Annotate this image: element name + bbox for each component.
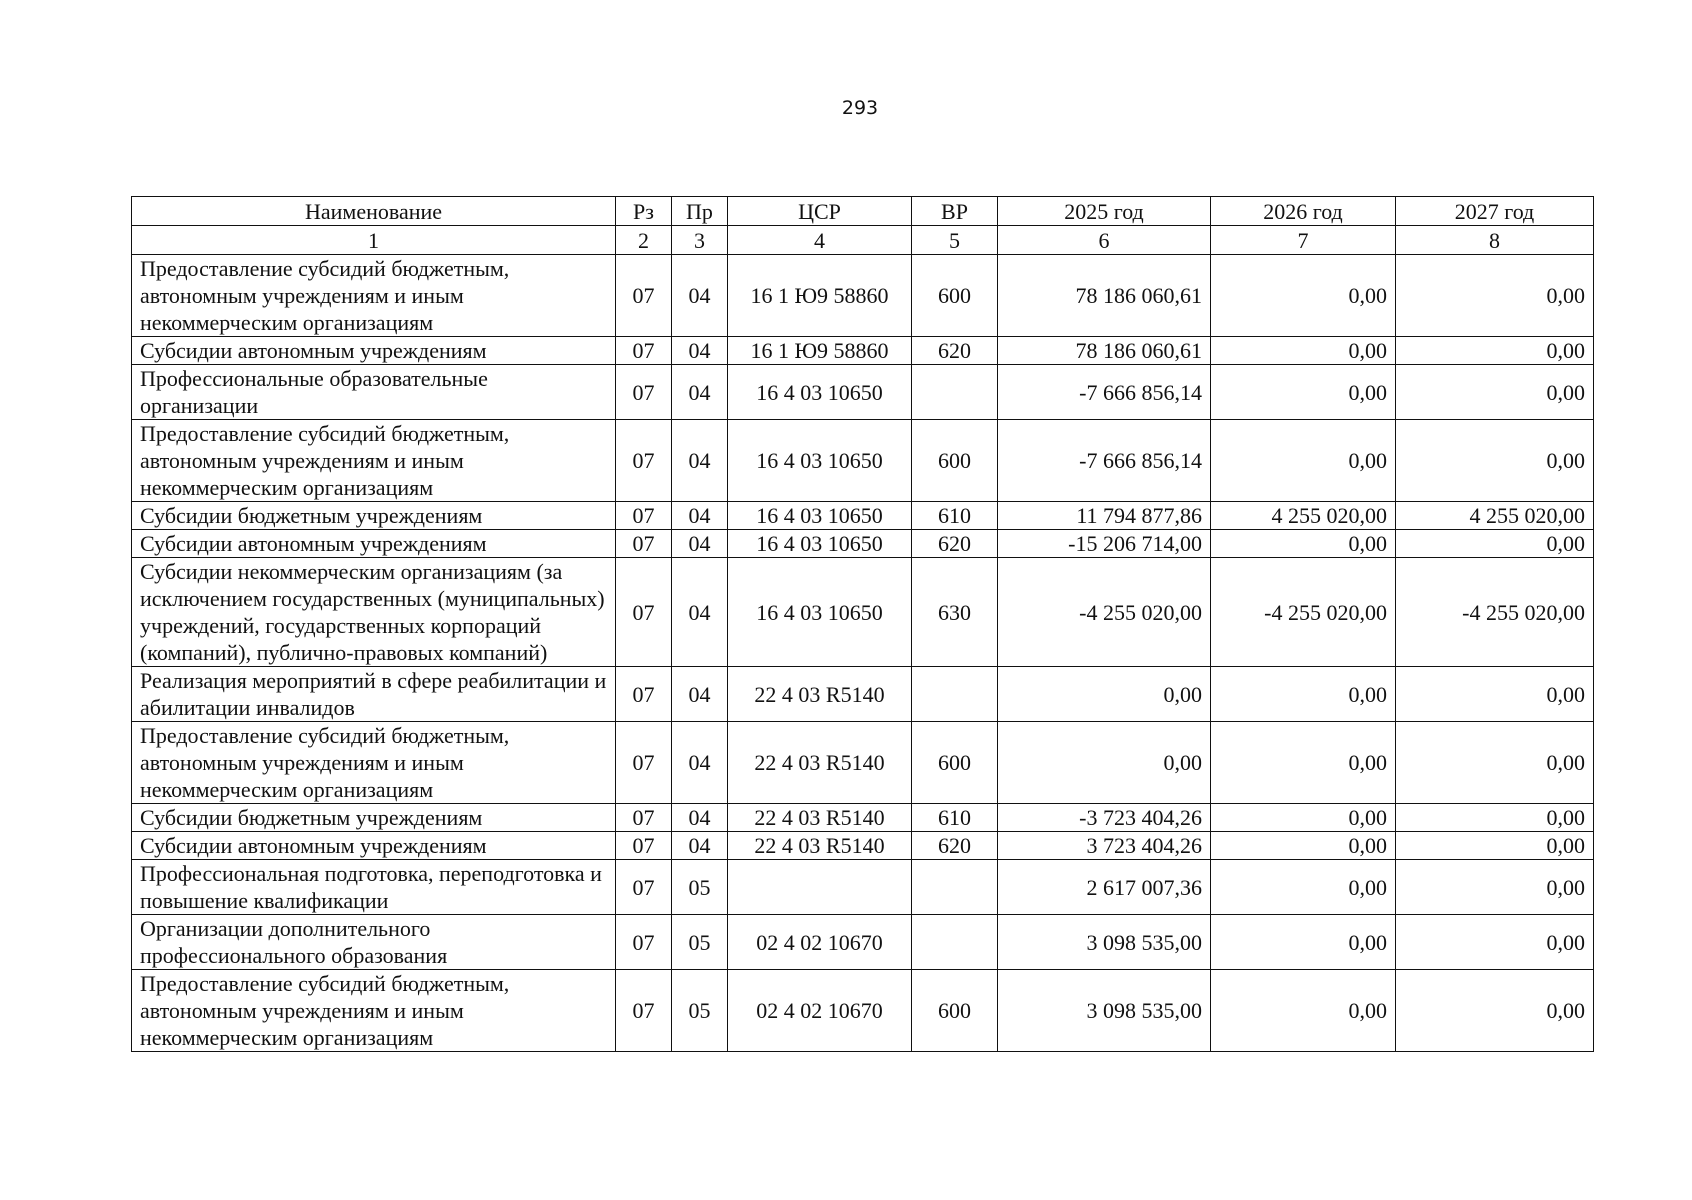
cell-pr: 05 (672, 915, 728, 970)
table-row (132, 915, 1594, 970)
cell-2027: 0,00 (1396, 804, 1594, 832)
header-vr: ВР (912, 197, 998, 226)
cell-2026: 0,00 (1211, 255, 1396, 337)
cell-2027: 0,00 (1396, 722, 1594, 804)
cell-csr (728, 860, 912, 915)
column-number-row (132, 226, 1594, 255)
cell-vr (912, 915, 998, 970)
cell-2026: -4 255 020,00 (1211, 558, 1396, 667)
cell-2026: 0,00 (1211, 365, 1396, 420)
budget-table (131, 196, 1594, 1052)
cell-vr (912, 365, 998, 420)
cell-2026: 0,00 (1211, 915, 1396, 970)
cell-rz: 07 (616, 667, 672, 722)
cell-2025: 3 723 404,26 (998, 832, 1211, 860)
cell-2026: 0,00 (1211, 970, 1396, 1052)
cell-2026: 0,00 (1211, 420, 1396, 502)
cell-vr: 600 (912, 420, 998, 502)
column-number: 4 (728, 226, 912, 255)
table-row (132, 530, 1594, 558)
header-rz: Рз (616, 197, 672, 226)
cell-2025: -7 666 856,14 (998, 365, 1211, 420)
cell-name: Предоставление субсидий бюджетным, автономным учреждениям и иным некоммерческим организациям (132, 722, 616, 804)
cell-csr: 16 4 03 10650 (728, 502, 912, 530)
cell-pr: 04 (672, 804, 728, 832)
cell-2027: 0,00 (1396, 970, 1594, 1052)
cell-rz: 07 (616, 255, 672, 337)
cell-vr: 610 (912, 502, 998, 530)
cell-vr: 620 (912, 530, 998, 558)
cell-2026: 0,00 (1211, 337, 1396, 365)
cell-rz: 07 (616, 558, 672, 667)
cell-vr (912, 860, 998, 915)
table-row (132, 804, 1594, 832)
cell-2027: 4 255 020,00 (1396, 502, 1594, 530)
cell-pr: 05 (672, 970, 728, 1052)
cell-vr: 600 (912, 970, 998, 1052)
cell-pr: 04 (672, 667, 728, 722)
table-row (132, 337, 1594, 365)
table-row (132, 365, 1594, 420)
cell-rz: 07 (616, 915, 672, 970)
column-number: 3 (672, 226, 728, 255)
cell-2027: 0,00 (1396, 915, 1594, 970)
cell-2026: 0,00 (1211, 860, 1396, 915)
cell-vr: 600 (912, 722, 998, 804)
cell-2026: 4 255 020,00 (1211, 502, 1396, 530)
cell-rz: 07 (616, 860, 672, 915)
cell-csr: 22 4 03 R5140 (728, 722, 912, 804)
table-row (132, 832, 1594, 860)
cell-2025: -7 666 856,14 (998, 420, 1211, 502)
cell-pr: 04 (672, 365, 728, 420)
cell-2025: -4 255 020,00 (998, 558, 1211, 667)
cell-rz: 07 (616, 970, 672, 1052)
cell-2026: 0,00 (1211, 722, 1396, 804)
cell-name: Предоставление субсидий бюджетным, автономным учреждениям и иным некоммерческим организациям (132, 970, 616, 1052)
cell-csr: 16 4 03 10650 (728, 420, 912, 502)
table-row (132, 722, 1594, 804)
cell-rz: 07 (616, 502, 672, 530)
cell-pr: 04 (672, 832, 728, 860)
column-number: 7 (1211, 226, 1396, 255)
cell-csr: 02 4 02 10670 (728, 970, 912, 1052)
cell-name: Субсидии автономным учреждениям (132, 530, 616, 558)
cell-csr: 16 4 03 10650 (728, 365, 912, 420)
cell-csr: 16 1 Ю9 58860 (728, 255, 912, 337)
column-number: 2 (616, 226, 672, 255)
cell-2027: 0,00 (1396, 530, 1594, 558)
cell-pr: 04 (672, 502, 728, 530)
cell-name: Предоставление субсидий бюджетным, автономным учреждениям и иным некоммерческим организациям (132, 255, 616, 337)
cell-2025: 3 098 535,00 (998, 970, 1211, 1052)
cell-rz: 07 (616, 722, 672, 804)
cell-vr: 600 (912, 255, 998, 337)
column-number: 6 (998, 226, 1211, 255)
cell-name: Профессиональная подготовка, переподготовка и повышение квалификации (132, 860, 616, 915)
table-row (132, 558, 1594, 667)
cell-2027: 0,00 (1396, 255, 1594, 337)
cell-vr: 620 (912, 832, 998, 860)
table-row (132, 420, 1594, 502)
cell-vr: 630 (912, 558, 998, 667)
cell-csr: 16 4 03 10650 (728, 558, 912, 667)
cell-rz: 07 (616, 365, 672, 420)
cell-rz: 07 (616, 420, 672, 502)
cell-pr: 04 (672, 722, 728, 804)
header-pr: Пр (672, 197, 728, 226)
cell-2026: 0,00 (1211, 804, 1396, 832)
cell-name: Реализация мероприятий в сфере реабилитации и абилитации инвалидов (132, 667, 616, 722)
cell-csr: 16 4 03 10650 (728, 530, 912, 558)
cell-2025: -15 206 714,00 (998, 530, 1211, 558)
header-name: Наименование (132, 197, 616, 226)
column-number: 5 (912, 226, 998, 255)
cell-pr: 04 (672, 255, 728, 337)
cell-name: Субсидии автономным учреждениям (132, 832, 616, 860)
cell-2025: 0,00 (998, 667, 1211, 722)
cell-2026: 0,00 (1211, 832, 1396, 860)
table-row (132, 860, 1594, 915)
header-2027: 2027 год (1396, 197, 1594, 226)
cell-pr: 04 (672, 558, 728, 667)
cell-vr (912, 667, 998, 722)
cell-2025: 78 186 060,61 (998, 337, 1211, 365)
cell-pr: 04 (672, 337, 728, 365)
cell-2027: 0,00 (1396, 337, 1594, 365)
cell-name: Субсидии бюджетным учреждениям (132, 804, 616, 832)
cell-rz: 07 (616, 337, 672, 365)
page-number: 293 (841, 97, 879, 119)
cell-pr: 04 (672, 530, 728, 558)
cell-name: Организации дополнительного профессионального образования (132, 915, 616, 970)
cell-rz: 07 (616, 530, 672, 558)
cell-2026: 0,00 (1211, 530, 1396, 558)
cell-csr: 22 4 03 R5140 (728, 667, 912, 722)
cell-2025: -3 723 404,26 (998, 804, 1211, 832)
table-row (132, 255, 1594, 337)
cell-2025: 0,00 (998, 722, 1211, 804)
cell-name: Субсидии некоммерческим организациям (за исключением государственных (муниципальных) учреждений, государственных корпораций (компаний), публично-правовых компаний) (132, 558, 616, 667)
cell-2025: 3 098 535,00 (998, 915, 1211, 970)
cell-name: Профессиональные образовательные организации (132, 365, 616, 420)
cell-2025: 2 617 007,36 (998, 860, 1211, 915)
cell-2027: -4 255 020,00 (1396, 558, 1594, 667)
cell-2027: 0,00 (1396, 365, 1594, 420)
cell-pr: 05 (672, 860, 728, 915)
cell-2025: 78 186 060,61 (998, 255, 1211, 337)
cell-2027: 0,00 (1396, 667, 1594, 722)
cell-csr: 22 4 03 R5140 (728, 832, 912, 860)
cell-csr: 02 4 02 10670 (728, 915, 912, 970)
cell-name: Субсидии автономным учреждениям (132, 337, 616, 365)
header-2026: 2026 год (1211, 197, 1396, 226)
table-row (132, 667, 1594, 722)
cell-2026: 0,00 (1211, 667, 1396, 722)
cell-csr: 16 1 Ю9 58860 (728, 337, 912, 365)
table-header-row (132, 197, 1594, 226)
cell-2025: 11 794 877,86 (998, 502, 1211, 530)
header-csr: ЦСР (728, 197, 912, 226)
cell-rz: 07 (616, 832, 672, 860)
cell-vr: 620 (912, 337, 998, 365)
column-number: 1 (132, 226, 616, 255)
cell-name: Субсидии бюджетным учреждениям (132, 502, 616, 530)
cell-pr: 04 (672, 420, 728, 502)
table-row (132, 970, 1594, 1052)
cell-csr: 22 4 03 R5140 (728, 804, 912, 832)
table-row (132, 502, 1594, 530)
cell-2027: 0,00 (1396, 860, 1594, 915)
cell-2027: 0,00 (1396, 832, 1594, 860)
cell-name: Предоставление субсидий бюджетным, автономным учреждениям и иным некоммерческим организациям (132, 420, 616, 502)
cell-2027: 0,00 (1396, 420, 1594, 502)
header-2025: 2025 год (998, 197, 1211, 226)
table-body (132, 255, 1594, 1052)
column-number: 8 (1396, 226, 1594, 255)
cell-rz: 07 (616, 804, 672, 832)
cell-vr: 610 (912, 804, 998, 832)
